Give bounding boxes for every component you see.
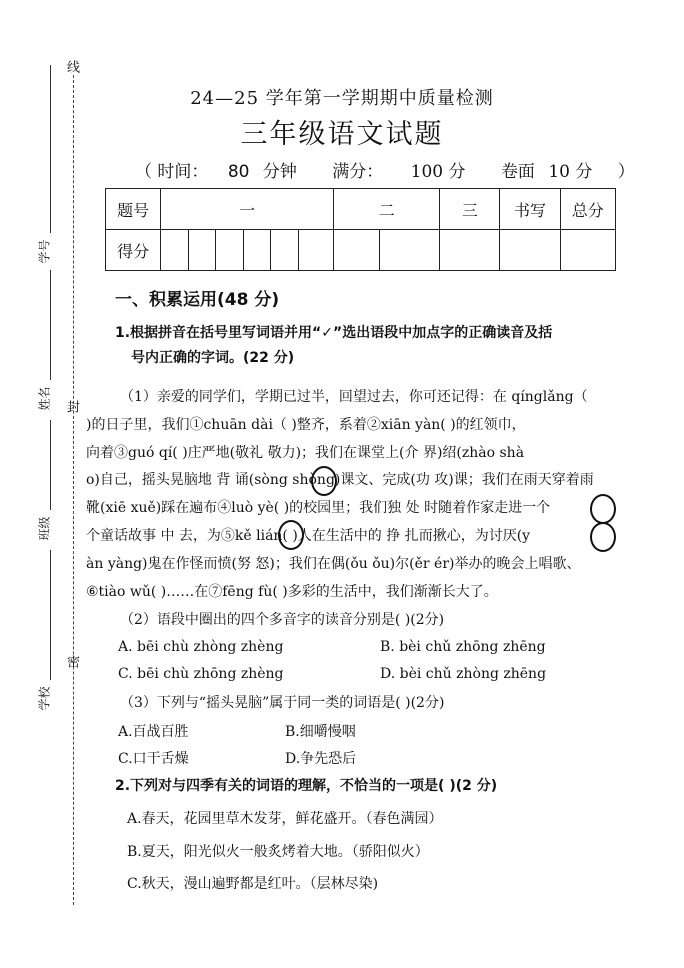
score-cell[interactable]: [243, 230, 271, 271]
margin-label-class: 班级: [37, 516, 52, 541]
exam-subtitle: 24—25 学年第一学期期中质量检测: [190, 88, 494, 109]
score-cell[interactable]: [500, 230, 560, 271]
passage-line: 向着③guó qí( )庄严地(敬礼 敬力)；我们在课堂上(介 界)绍(zhào shà: [86, 445, 525, 461]
margin-char-xian: 线: [64, 60, 79, 73]
exam-title: 三年级语文试题: [240, 119, 444, 150]
passage-line: （1）亲爱的同学们，学期已过半，回望过去，你可还记得：在 qínglǎng（: [120, 389, 588, 405]
neat-value: 10 分: [548, 162, 593, 182]
table-cell: 得分: [106, 230, 161, 271]
score-cell[interactable]: [188, 230, 216, 271]
circle-mark: [590, 494, 616, 524]
time-unit: 分钟: [262, 162, 297, 182]
score-cell[interactable]: [216, 230, 244, 271]
margin-char-feng: 封: [64, 400, 79, 413]
question-2: 2.下列对与四季有关的词语的理解，不恰当的一项是( )(2 分): [115, 778, 498, 794]
table-cell: 三: [440, 189, 500, 230]
option-c[interactable]: C. bēi chù zhōng zhèng: [118, 666, 284, 682]
passage-line: ⑥tiào wǔ( )……在⑦fēng fù( )多彩的生活中，我们渐渐长大了。: [86, 584, 498, 600]
margin-underline-2: [50, 270, 51, 380]
margin-char-mi: 密: [64, 655, 79, 668]
table-cell: 书写: [500, 189, 560, 230]
option-b[interactable]: B.夏天，阳光似火一般炙烤着大地。（骄阳似火）: [127, 844, 429, 860]
circle-mark: [278, 520, 304, 550]
neat-label: 卷面: [500, 162, 535, 182]
margin-label-student-no: 学号: [37, 239, 52, 264]
score-cell[interactable]: [161, 230, 189, 271]
option-c[interactable]: C.秋天，漫山遍野都是红叶。（层林尽染): [127, 876, 379, 892]
score-value: 100 分: [410, 162, 466, 182]
binding-dashed-line: [73, 75, 74, 905]
option-d[interactable]: D. bèi chǔ zhòng zhēng: [380, 666, 547, 682]
option-a[interactable]: A.春天，花园里草木发芽，鲜花盛开。（春色满园）: [127, 811, 443, 827]
score-table-header-row: [106, 189, 616, 230]
margin-label-school: 学校: [37, 686, 52, 711]
section-title: 一、积累运用(48 分): [115, 290, 280, 310]
option-a[interactable]: A.百战百胜: [118, 724, 189, 740]
passage-line: o)自己，摇头晃脑地 背 诵(sòng shòng)课文、完成(功 攻)课；我们在雨天穿着雨: [86, 472, 594, 488]
margin-label-name: 姓名: [37, 386, 52, 411]
passage-line: )的日子里，我们①chuān dài（ )整齐，系着②xiān yàn( )的红领巾，: [86, 417, 526, 433]
score-table-score-row: [106, 230, 616, 271]
score-table: [105, 188, 616, 271]
score-cell[interactable]: [298, 230, 333, 271]
info-close: ）: [617, 162, 635, 182]
question-1-line2: 号内正确的字词。(22 分): [131, 350, 295, 366]
exam-info: [135, 157, 635, 182]
time-value: 80: [227, 162, 250, 182]
table-cell: 题号: [106, 189, 161, 230]
passage-line: 个童话故事 中 去，为⑤kě lián( )人在生活中的 挣 扎而揪心，为讨厌(y: [86, 528, 531, 544]
passage-line: àn yàng)鬼在作怪而愤(努 怒)；我们在偶(ǒu ǒu)尔(ěr ér)举办的晚会上唱歌、: [86, 556, 581, 572]
score-cell[interactable]: [334, 230, 380, 271]
circle-mark: [311, 466, 337, 496]
margin-underline-4: [50, 550, 51, 680]
option-a[interactable]: A. bēi chù zhòng zhèng: [118, 639, 284, 655]
table-cell: 一: [161, 189, 334, 230]
time-label: （ 时间：: [135, 162, 209, 182]
question-1-2: （2）语段中圈出的四个多音字的读音分别是( )(2分): [120, 612, 445, 628]
circle-mark: [590, 522, 616, 552]
question-1-line1: 1.根据拼音在括号里写词语并用“✓”选出语段中加点字的正确读音及括: [115, 325, 553, 341]
table-cell: 二: [334, 189, 440, 230]
score-cell[interactable]: [560, 230, 615, 271]
option-b[interactable]: B. bèi chǔ zhōng zhēng: [380, 639, 546, 655]
question-1-3: （3）下列与“摇头晃脑”属于同一类的词语是( )(2分): [120, 695, 445, 711]
score-cell[interactable]: [380, 230, 440, 271]
passage-line: 靴(xiē xuě)踩在遍布④luò yè( )的校园里；我们独 处 时随着作家走进一个: [86, 500, 551, 516]
option-c[interactable]: C.口干舌燥: [118, 751, 189, 767]
score-cell[interactable]: [440, 230, 500, 271]
option-d[interactable]: D.争先恐后: [285, 751, 357, 767]
table-cell: 总分: [560, 189, 615, 230]
score-cell[interactable]: [271, 230, 299, 271]
score-label: 满分：: [332, 162, 384, 182]
margin-underline-3: [50, 420, 51, 510]
option-b[interactable]: B.细嚼慢咽: [285, 724, 356, 740]
